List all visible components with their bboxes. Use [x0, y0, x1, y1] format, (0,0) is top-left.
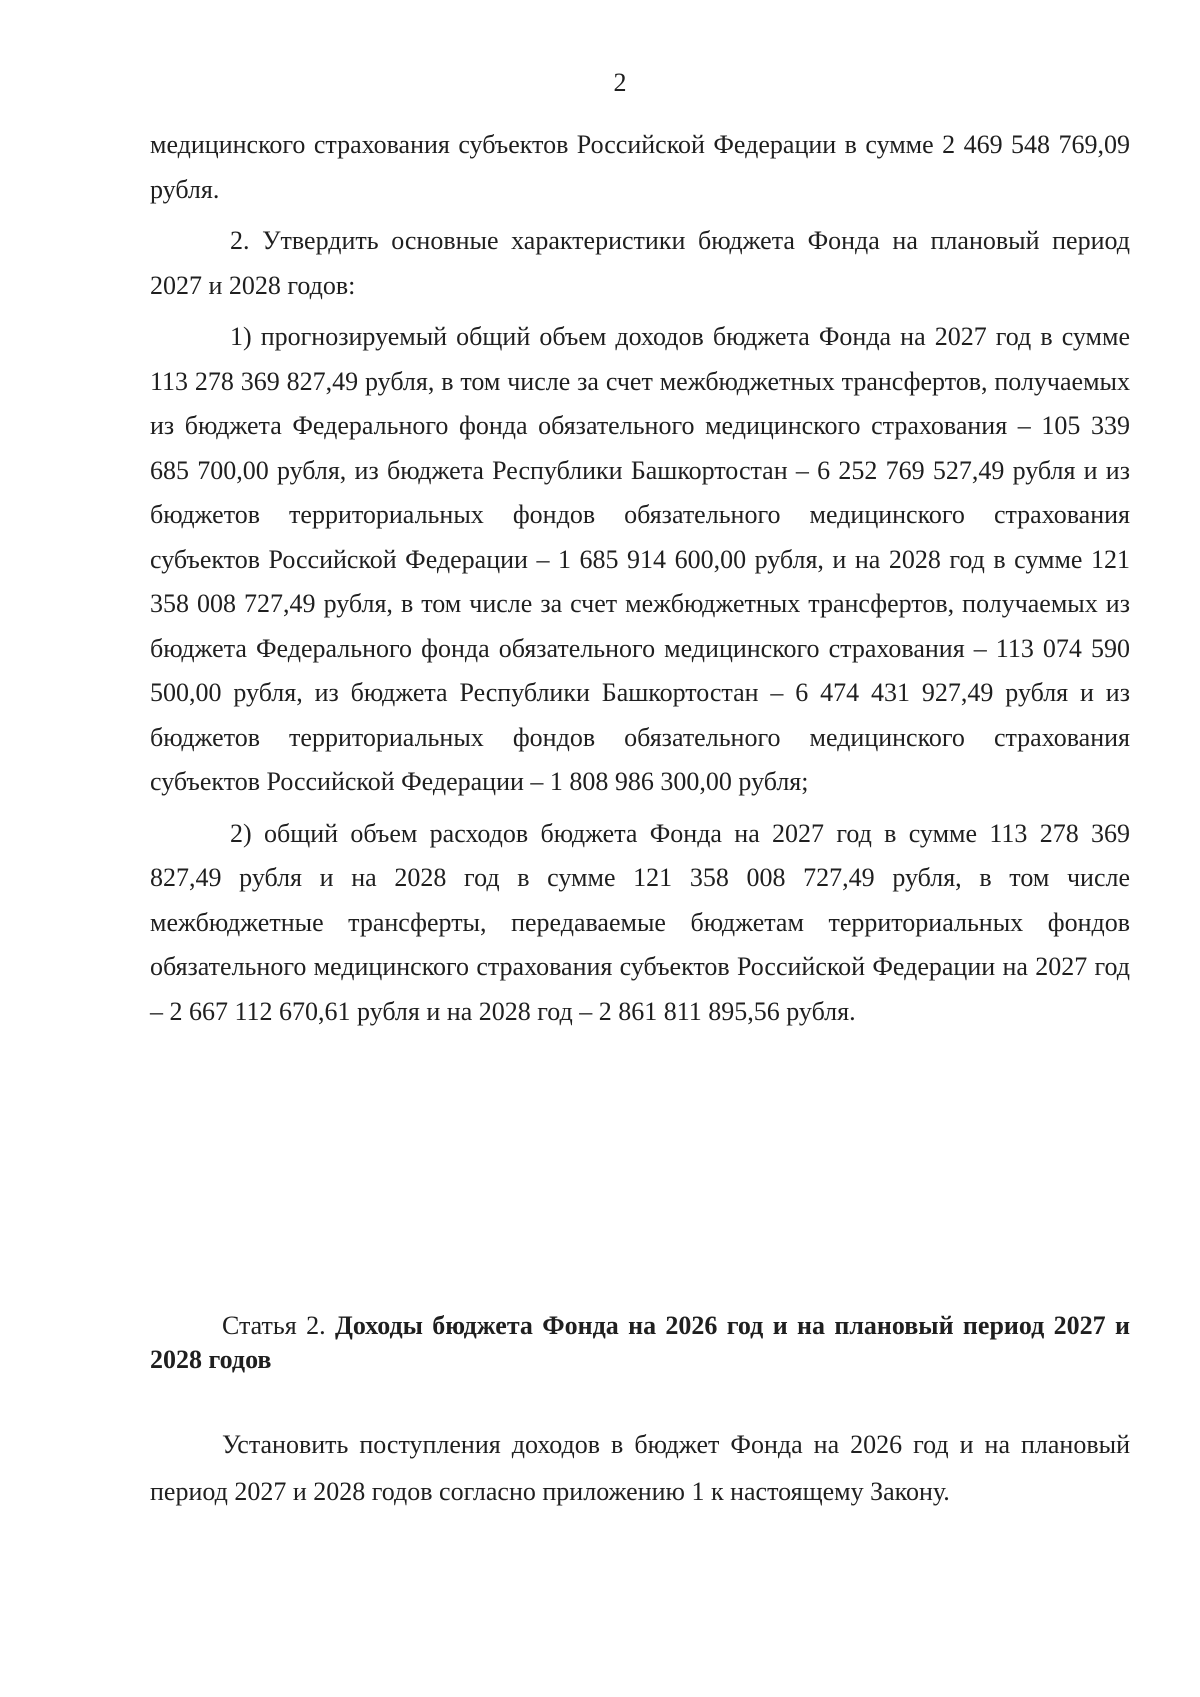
article-title: Доходы бюджета Фонда на 2026 год и на плановый период 2027 и 2028 годов	[150, 1311, 1130, 1374]
article-2-heading	[150, 1309, 1130, 1377]
continuation-paragraph: медицинского страхования субъектов Российской Федерации в сумме 2 469 548 769,09 рубля.	[150, 130, 1130, 204]
article-label: Статья 2.	[222, 1311, 335, 1340]
article-2-body: Установить поступления доходов в бюджет Фонда на 2026 год и на плановый период 2027 и 2028 годов согласно приложению 1 к настоящему Закону.	[150, 1430, 1130, 1506]
paragraph-2-item-1: 1) прогнозируемый общий объем доходов бюджета Фонда на 2027 год в сумме 113 278 369 827,49 рубля, в том числе за счет межбюджетных трансфертов, получаемых из бюджета Федерального фонда обязательного медицинского страхования – 105 339 685 700,00 рубля, из бюджета Республики Башкортостан – 6 252 769 527,49 рубля и из бюджетов территориальных фондов обязательного медицинского страхования субъектов Российской Федерации – 1 685 914 600,00 рубля, и на 2028 год в сумме 121 358 008 727,49 рубля, в том числе за счет межбюджетных трансфертов, получаемых из бюджета Федерального фонда обязательного медицинского страхования – 113 074 590 500,00 рубля, из бюджета Республики Башкортостан – 6 474 431 927,49 рубля и из бюджетов территориальных фондов обязательного медицинского страхования субъектов Российской Федерации – 1 808 986 300,00 рубля;	[150, 322, 1130, 796]
page-number: 2	[613, 68, 627, 97]
body-text	[150, 123, 1130, 1034]
paragraph-2: 2. Утвердить основные характеристики бюджета Фонда на плановый период 2027 и 2028 годов:	[150, 226, 1130, 300]
paragraph-2-item-2: 2) общий объем расходов бюджета Фонда на 2027 год в сумме 113 278 369 827,49 рубля и на 2028 год в сумме 121 358 008 727,49 рубля, в том числе межбюджетные трансферты, передаваемые бюджетам территориальных фондов обязательного медицинского страхования субъектов Российской Федерации на 2027 год – 2 667 112 670,61 рубля и на 2028 год – 2 861 811 895,56 рубля.	[150, 818, 1130, 1026]
